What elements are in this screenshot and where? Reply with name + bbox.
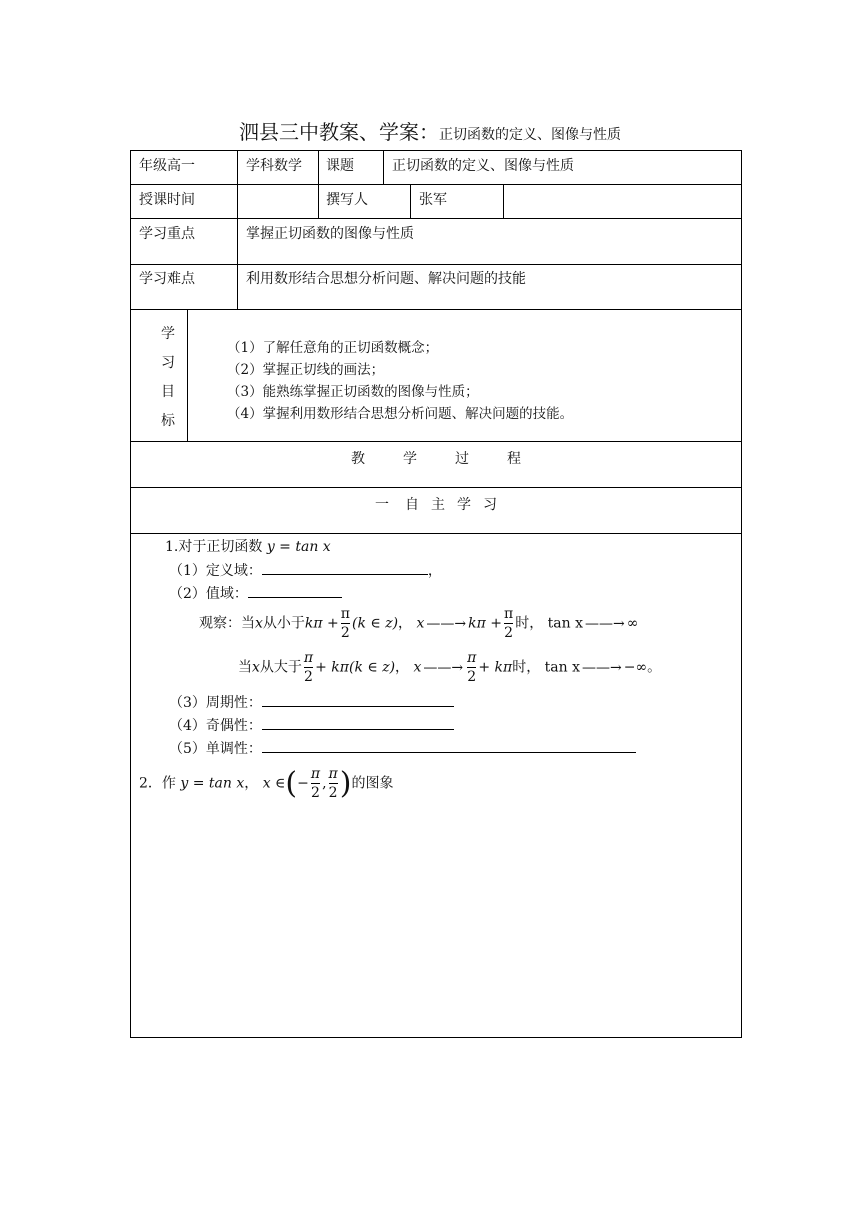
observation-1: 观察：当x从小于kπ + $\frac{\pi}{2}$ (k ∈ z)， x ——→ kπ + $\frac{\pi}{2}$ 时， tan x ——→ ∞ [199,606,639,641]
key-point-value: 掌握正切函数的图像与性质 [246,226,414,242]
objective-item: （2）掌握正切线的画法； [227,362,385,378]
key-point-label: 学习重点 [139,226,195,242]
difficulty-label: 学习难点 [139,271,195,287]
objective-label-char: 习 [161,355,175,371]
lesson-plan-table [130,150,742,1038]
objective-label-char: 学 [161,326,175,342]
lesson-label: 课题 [326,158,354,174]
objectives-list [227,337,573,425]
tan-formula: y = tan x [266,539,331,555]
section-heading: 一 自 主 学 习 [375,497,497,513]
objective-label-char: 标 [161,413,175,429]
author-value: 张军 [419,192,447,208]
period-line: （3）周期性： [169,692,454,712]
period-blank[interactable] [262,692,454,707]
parity-blank[interactable] [262,715,454,730]
objective-item: （1）了解任意角的正切函数概念； [227,340,439,356]
title-topic: 正切函数的定义、图像与性质 [439,127,621,143]
process-heading: 教 学 过 程 [351,451,521,467]
grade-cell: 年级高一 [139,158,195,174]
parity-line: （4）奇偶性： [169,715,454,735]
lesson-value: 正切函数的定义、图像与性质 [392,158,574,174]
question-2: 2．作 y = tan x， x ∈(− $\frac{\pi}{2}$ , $\frac{\pi}{2}$ )的图象 [139,766,394,801]
objective-item: （3）能熟练掌握正切函数的图像与性质； [227,384,479,400]
objective-label-char: 目 [161,384,175,400]
author-label: 撰写人 [326,192,368,208]
subject-cell: 学科数学 [246,158,302,174]
range-blank[interactable] [248,583,342,598]
monotonicity-line: （5）单调性： [169,738,636,758]
objective-item: （4）掌握利用数形结合思想分析问题、解决问题的技能。 [227,406,574,422]
question-1: 1.对于正切函数 y = tan x [165,539,331,555]
monotonicity-blank[interactable] [262,738,636,753]
time-label: 授课时间 [139,192,195,208]
domain-line: （1）定义域： ， [169,560,442,580]
observation-2: 当x从大于 $\frac{\pi}{2}$ + kπ(k ∈ z)， x ——→ $\frac{\pi}{2}$ + kπ时， tan x ——→ −∞。 [238,650,662,685]
range-line: （2）值域： [169,583,342,603]
document-title [0,116,860,145]
difficulty-value: 利用数形结合思想分析问题、解决问题的技能 [246,271,526,287]
domain-blank[interactable] [262,560,428,575]
title-main: 泗县三中教案、学案： [239,120,439,144]
pi-over-2-fraction: $\frac{\pi}{2}$ [340,606,350,641]
